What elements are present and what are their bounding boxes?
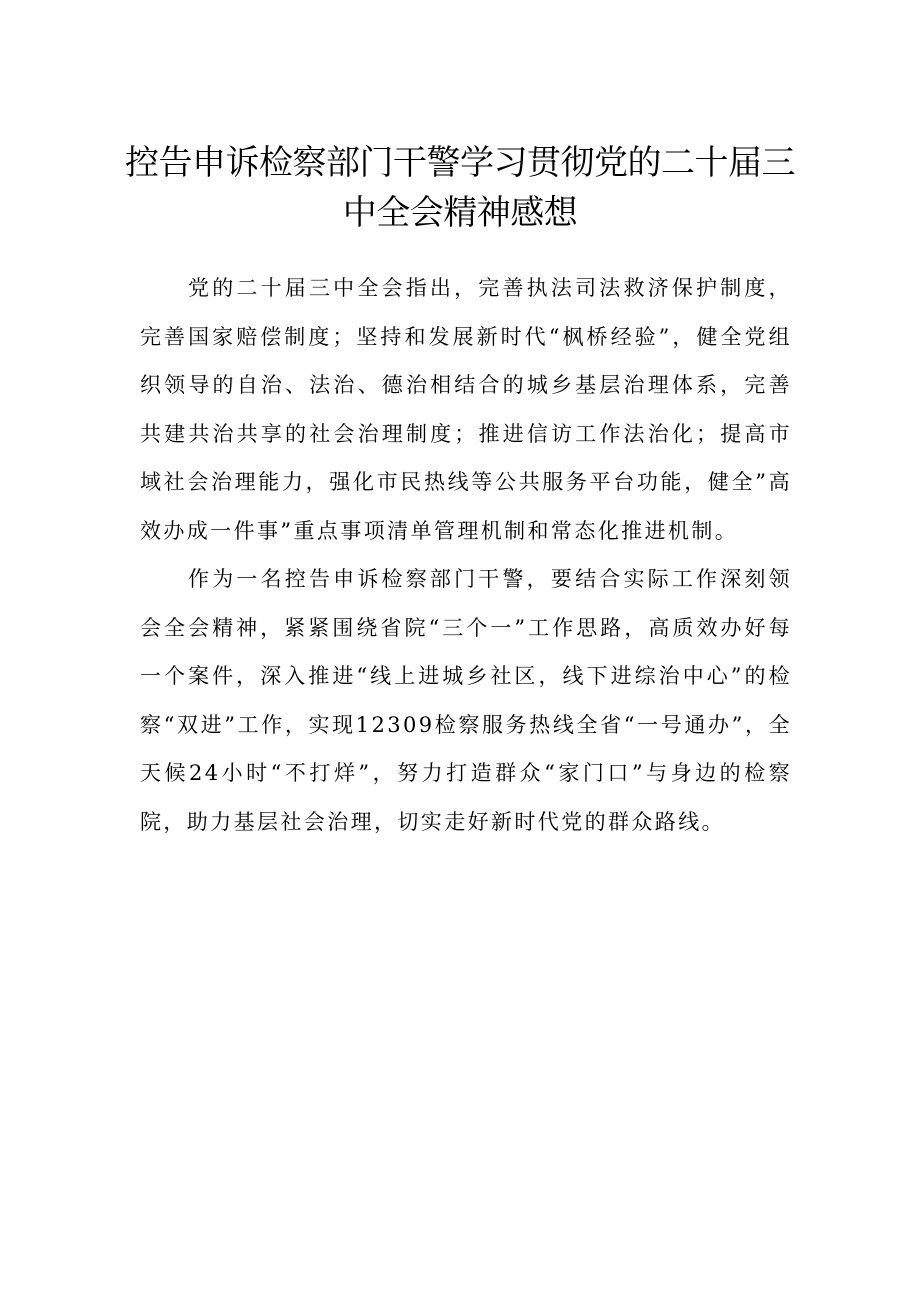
document-title: 控告申诉检察部门干警学习贯彻党的二十届三中全会精神感想: [125, 143, 795, 233]
paragraph-2: 作为一名控告申诉检察部门干警，要结合实际工作深刻领会全会精神，紧紧围绕省院“三个一”工作思路，高质效办好每一个案件，深入推进“线上进城乡社区，线下进综治中心”的检察“双进”工作，实现12309检察服务热线全省“一号通办”，全天候24小时“不打烊”，努力打造群众“家门口”与身边的检察院，助力基层社会治理，切实走好新时代党的群众路线。: [140, 567, 792, 834]
document-body: [140, 264, 792, 846]
paragraph-1: 党的二十届三中全会指出，完善执法司法救济保护制度，完善国家赔偿制度；坚持和发展新时代“枫桥经验”，健全党组织领导的自治、法治、德治相结合的城乡基层治理体系，完善共建共治共享的社会治理制度；推进信访工作法治化；提高市域社会治理能力，强化市民热线等公共服务平台功能，健全”高效办成一件事”重点事项清单管理机制和常态化推进机制。: [140, 276, 792, 543]
